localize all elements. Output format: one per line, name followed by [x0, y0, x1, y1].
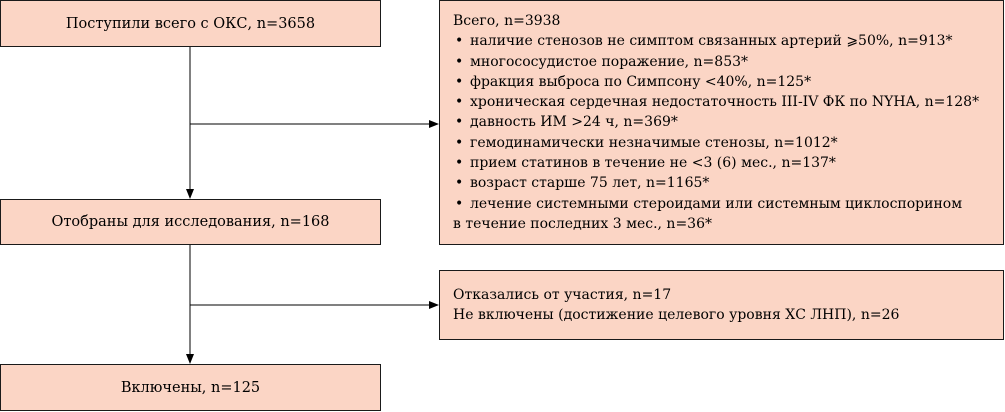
bullet-icon: •	[455, 53, 464, 70]
included-label: Включены, n=125	[120, 379, 261, 396]
exclusion-item: • гемодинамически незначимые стенозы, n=1012*	[453, 133, 991, 153]
exclusion-total: Всего, n=3938	[453, 13, 561, 29]
bullet-icon: •	[455, 114, 464, 131]
bullet-icon: •	[455, 195, 464, 212]
bullet-icon: •	[455, 33, 464, 50]
admitted-box	[0, 0, 381, 47]
selected-box	[0, 199, 381, 245]
selected-label: Отобраны для исследования, n=168	[51, 214, 330, 230]
exclusion-criteria-box	[439, 0, 1004, 245]
exclusion-item: • наличие стенозов не симптом связанных артерий ⩾50%, n=913*	[453, 31, 991, 51]
bullet-icon: •	[455, 134, 464, 151]
exclusion-item: • хроническая сердечная недостаточность III-IV ФК по NYHA, n=128*	[453, 92, 991, 112]
not-included-label: Не включены (достижение целевого уровня ХС ЛНП), n=26	[453, 307, 900, 324]
bullet-icon: •	[455, 94, 464, 111]
refusals-box	[439, 270, 1004, 340]
included-box	[0, 364, 381, 411]
exclusion-item: • фракция выброса по Симпсону <40%, n=125*	[453, 72, 991, 92]
bullet-icon: •	[455, 73, 464, 90]
refused-label: Отказались от участия, n=17	[453, 287, 672, 303]
bullet-icon: •	[455, 155, 464, 172]
bullet-icon: •	[455, 175, 464, 192]
exclusion-item: • давность ИМ >24 ч, n=369*	[453, 112, 991, 132]
exclusion-item: • возраст старше 75 лет, n=1165*	[453, 173, 991, 193]
exclusion-continuation: в течение последних 3 мес., n=36*	[453, 215, 712, 232]
exclusion-list	[453, 31, 991, 214]
exclusion-item: • многососудистое поражение, n=853*	[453, 52, 991, 72]
exclusion-item: • лечение системными стероидами или системным циклоспорином	[453, 194, 991, 214]
exclusion-item: • прием статинов в течение не <3 (6) мес., n=137*	[453, 153, 991, 173]
admitted-label: Поступили всего с ОКС, n=3658	[65, 15, 316, 32]
